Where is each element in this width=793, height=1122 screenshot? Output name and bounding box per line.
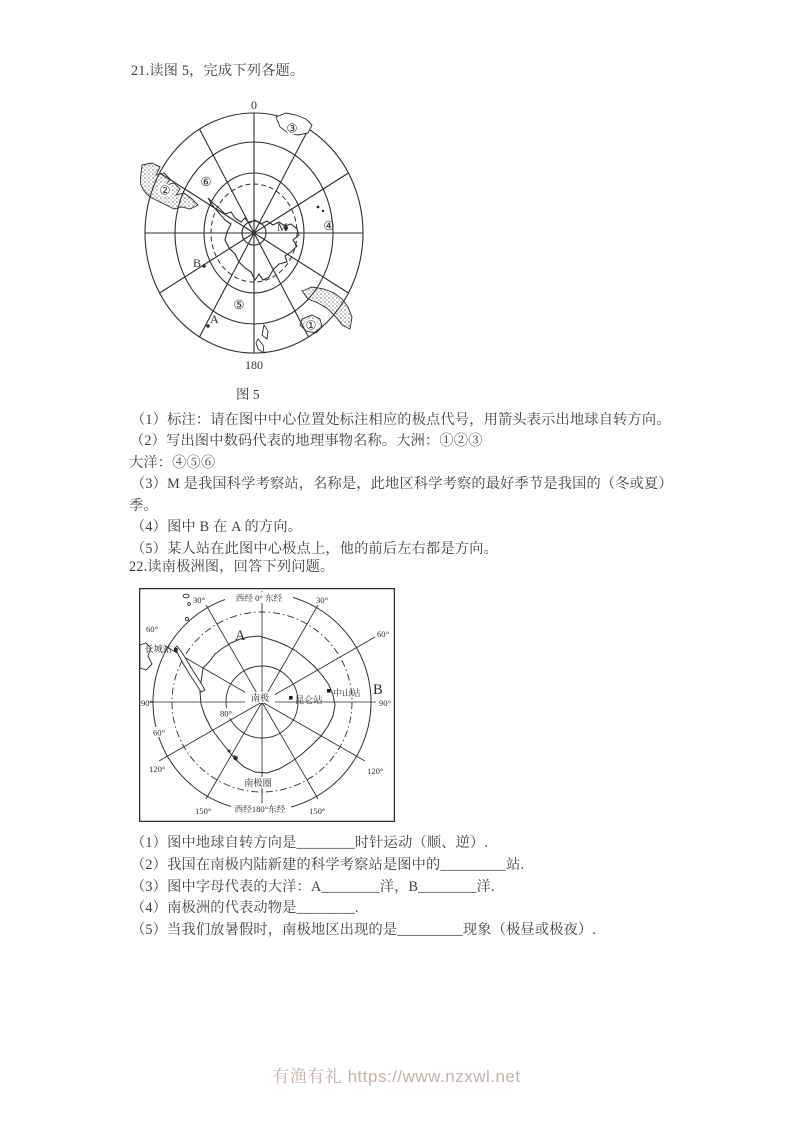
label-ocean-B: B <box>373 682 383 698</box>
label-circled-5: ⑤ <box>233 298 245 312</box>
label-30w: 30° <box>192 595 206 605</box>
label-circled-6: ⑥ <box>200 175 212 189</box>
top-left-islands <box>183 594 190 620</box>
label-zhongshan-station: 中山站 <box>333 688 361 698</box>
label-90w: 90° <box>141 698 154 708</box>
label-180-meridian: 西经180°东经 <box>234 804 286 814</box>
label-90e: 90° <box>379 698 392 708</box>
label-point-B: B <box>193 256 202 270</box>
label-point-M: M <box>277 220 288 234</box>
label-kunlun-station: 昆仑站 <box>295 695 323 705</box>
q21-item-2: （2）写出图中数码代表的地理事物名称。大洲：①②③ <box>130 433 483 449</box>
polar-map-figure5 <box>140 93 365 385</box>
new-zealand-islands <box>256 325 268 353</box>
label-changcheng-station: 长城站 <box>144 644 172 654</box>
q22-item-2: （2）我国在南极内陆新建的科学考察站是图中的_________站. <box>131 857 525 873</box>
q21-item-5: （5）某人站在此图中心极点上，他的前后左右都是方向。 <box>131 541 498 557</box>
antarctic-peninsula <box>175 646 205 692</box>
kunlun-station-marker <box>289 696 293 700</box>
label-60w: 60° <box>145 624 159 634</box>
zhongshan-station-marker <box>327 689 331 693</box>
label-180-meridian: 180 <box>245 358 263 372</box>
q21-item-2b: 大洋：④⑤⑥ <box>129 455 216 471</box>
label-south-pole: 南极 <box>250 693 270 703</box>
q21-item-3b: 季。 <box>129 498 158 514</box>
q21-item-1: （1）标注：请在图中中心位置处标注相应的极点代号，用箭头表示出地球自转方向。 <box>131 412 671 428</box>
antarctica-map <box>139 588 395 827</box>
figure5-map <box>140 93 365 390</box>
label-150e: 150° <box>309 806 326 816</box>
q22-item-5: （5）当我们放暑假时，南极地区出现的是_________现象（极昼或极夜）. <box>131 922 597 938</box>
station-markers <box>174 648 331 700</box>
site-watermark: 有渔有礼 https://www.nzxwl.net <box>272 1067 521 1086</box>
label-ocean-A: A <box>235 628 246 644</box>
label-30e: 30° <box>315 595 329 605</box>
label-150w: 150° <box>195 806 212 816</box>
q22-item-3: （3）图中字母代表的大洋：A________洋，B________洋. <box>131 879 495 895</box>
label-80s: 80° <box>219 708 233 719</box>
changcheng-station-marker <box>174 648 178 652</box>
label-60s: 60° <box>152 727 166 738</box>
label-prime-meridian: 西经 0° 东经 <box>235 593 283 603</box>
label-antarctic-circle: 南极圈 <box>244 778 272 788</box>
q21-item-3: （3）M 是我国科学考察站，名称是，此地区科学考察的最好季节是我国的（冬或夏） <box>131 476 673 492</box>
label-circled-2: ② <box>159 183 171 198</box>
label-circled-4: ④ <box>323 219 335 233</box>
figure5-caption: 图 5 <box>236 387 260 402</box>
q22-item-1: （1）图中地球自转方向是________时针运动（顺、逆）. <box>131 835 489 851</box>
q22-stem: 22.读南极洲图，回答下列问题。 <box>129 559 335 575</box>
label-point-A: A <box>210 312 219 326</box>
label-120e: 120° <box>367 766 384 776</box>
q21-item-4: （4）图中 B 在 A 的方向。 <box>131 519 303 535</box>
label-circled-1: ① <box>305 318 317 333</box>
label-0-meridian: 0 <box>251 98 257 112</box>
q21-stem: 21.读图 5，完成下列各题。 <box>131 63 305 79</box>
polar-map-antarctica <box>139 588 395 822</box>
label-120w: 120° <box>149 764 166 774</box>
label-circled-3: ③ <box>286 121 298 136</box>
q22-item-4: （4）南极洲的代表动物是________. <box>131 900 359 916</box>
label-60e: 60° <box>376 629 390 639</box>
